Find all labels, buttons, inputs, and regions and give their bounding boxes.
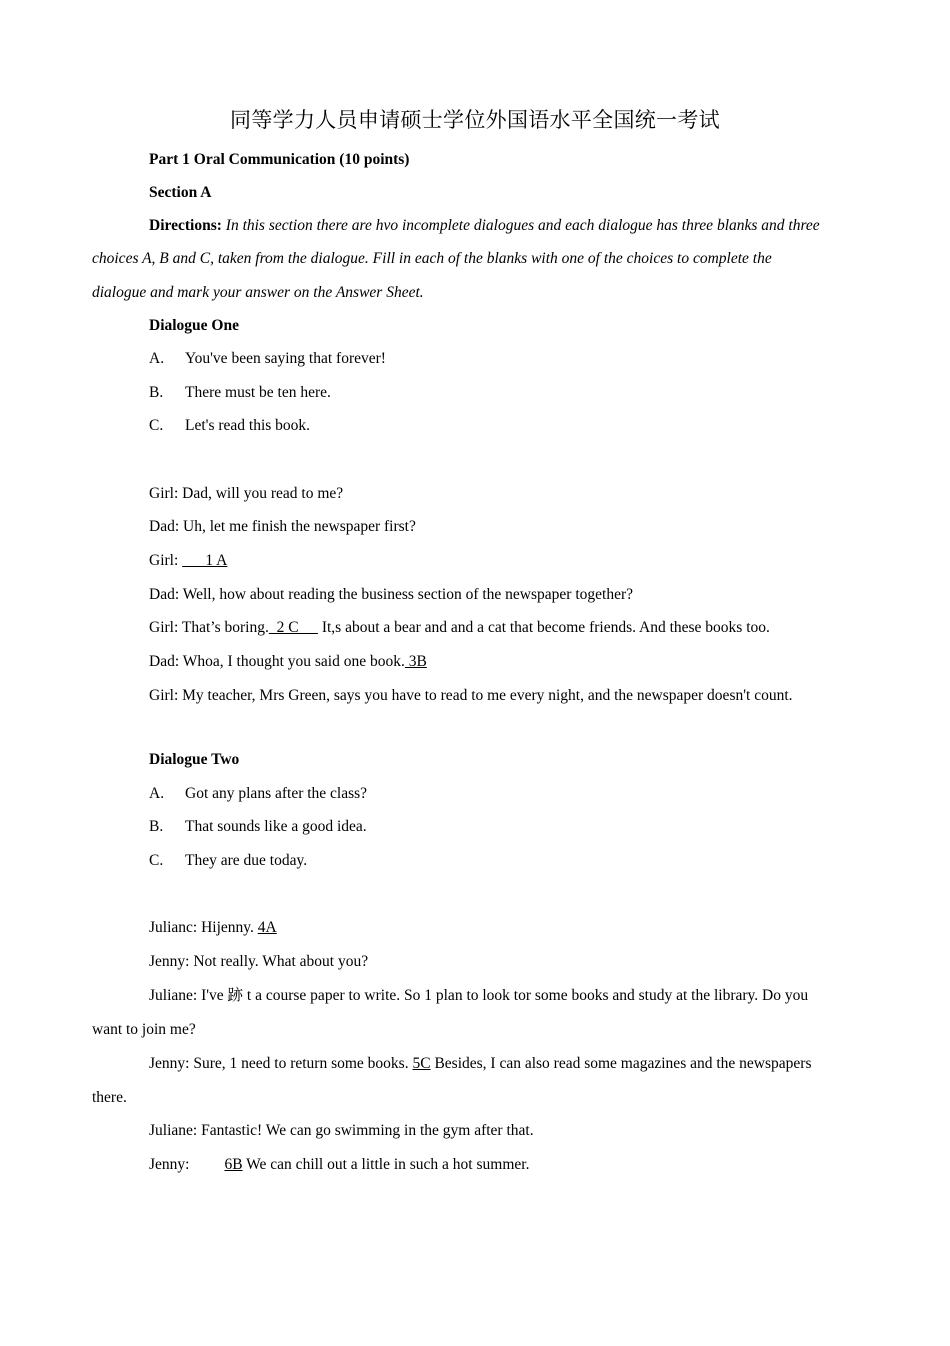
speaker-text: Jenny: Sure, 1 need to return some books. [149, 1055, 413, 1072]
dialogue-line: Jenny: Not really. What about you? [149, 953, 369, 970]
option-text: They are due today. [185, 852, 308, 869]
dialogue-line: Juliane: I've 跡 t a course paper to write. So 1 plan to look tor some books and study at the library. Do you [149, 987, 809, 1004]
speaker-text: Dad: Whoa, I thought you said one book. [149, 653, 405, 670]
dialogue-two-option [149, 784, 367, 804]
speaker-text: Girl: That’s boring. [149, 619, 269, 636]
option-letter: A. [149, 350, 165, 367]
dialogue-text: We can chill out a little in such a hot summer. [242, 1156, 530, 1173]
dialogue-line: Girl: Dad, will you read to me? [149, 485, 344, 502]
dialogue-line: Girl: My teacher, Mrs Green, says you have to read to me every night, and the newspaper doesn't count. [149, 687, 793, 704]
dialogue-line: Dad: Well, how about reading the business section of the newspaper together? [149, 586, 633, 603]
speaker-text: Jenny: [149, 1156, 190, 1173]
option-text: That sounds like a good idea. [185, 818, 367, 835]
dialogue-line [149, 918, 277, 938]
dialogue-text: Besides, I can also read some magazines and the newspapers [430, 1055, 812, 1072]
dialogue-line [149, 652, 427, 672]
answer-blank-1: 1 A [182, 552, 228, 569]
dialogue-one-option [149, 349, 386, 369]
dialogue-line [149, 1054, 811, 1074]
directions-line-2: choices A, B and C, taken from the dialogue. Fill in each of the blanks with one of the choices to complete the [92, 250, 772, 267]
dialogue-two-option [149, 817, 367, 837]
dialogue-one-option [149, 383, 331, 403]
dialogue-one-heading: Dialogue One [149, 317, 239, 334]
dialogue-line [149, 618, 770, 638]
speaker-text: Girl: [149, 552, 183, 569]
dialogue-two-heading: Dialogue Two [149, 751, 240, 768]
exam-title: 同等学力人员申请硕士学位外国语水平全国统一考试 [230, 108, 720, 132]
dialogue-line [149, 551, 227, 571]
speaker-text: Julianc: Hijenny. [149, 919, 258, 936]
directions-text-1: In this section there are hvo incomplete dialogues and each dialogue has three blanks and three [225, 217, 820, 234]
dialogue-line: there. [92, 1089, 127, 1106]
option-letter: B. [149, 818, 164, 835]
option-letter: A. [149, 785, 165, 802]
option-letter: B. [149, 384, 164, 401]
option-letter: C. [149, 852, 164, 869]
dialogue-line: Dad: Uh, let me finish the newspaper first? [149, 518, 416, 535]
section-heading: Section A [149, 184, 212, 201]
answer-blank-6: 6B [224, 1156, 243, 1173]
directions-line-1 [149, 216, 820, 236]
option-text: You've been saying that forever! [185, 350, 386, 367]
answer-blank-2: 2 C [268, 619, 318, 636]
option-text: Let's read this book. [185, 417, 311, 434]
option-text: There must be ten here. [185, 384, 331, 401]
answer-blank-5: 5C [412, 1055, 431, 1072]
option-letter: C. [149, 417, 164, 434]
directions-line-3: dialogue and mark your answer on the Answer Sheet. [92, 284, 424, 301]
answer-blank-3: 3B [404, 653, 427, 670]
part-heading: Part 1 Oral Communication (10 points) [149, 151, 410, 168]
dialogue-two-option [149, 851, 307, 871]
dialogue-text: It,s about a bear and and a cat that become friends. And these books too. [317, 619, 770, 636]
dialogue-line: want to join me? [92, 1021, 196, 1038]
dialogue-line [149, 1155, 529, 1175]
directions-label: Directions: [149, 217, 222, 234]
answer-blank-4: 4A [257, 919, 277, 936]
dialogue-one-option [149, 416, 310, 436]
dialogue-line: Juliane: Fantastic! We can go swimming in the gym after that. [149, 1122, 534, 1139]
option-text: Got any plans after the class? [185, 785, 368, 802]
